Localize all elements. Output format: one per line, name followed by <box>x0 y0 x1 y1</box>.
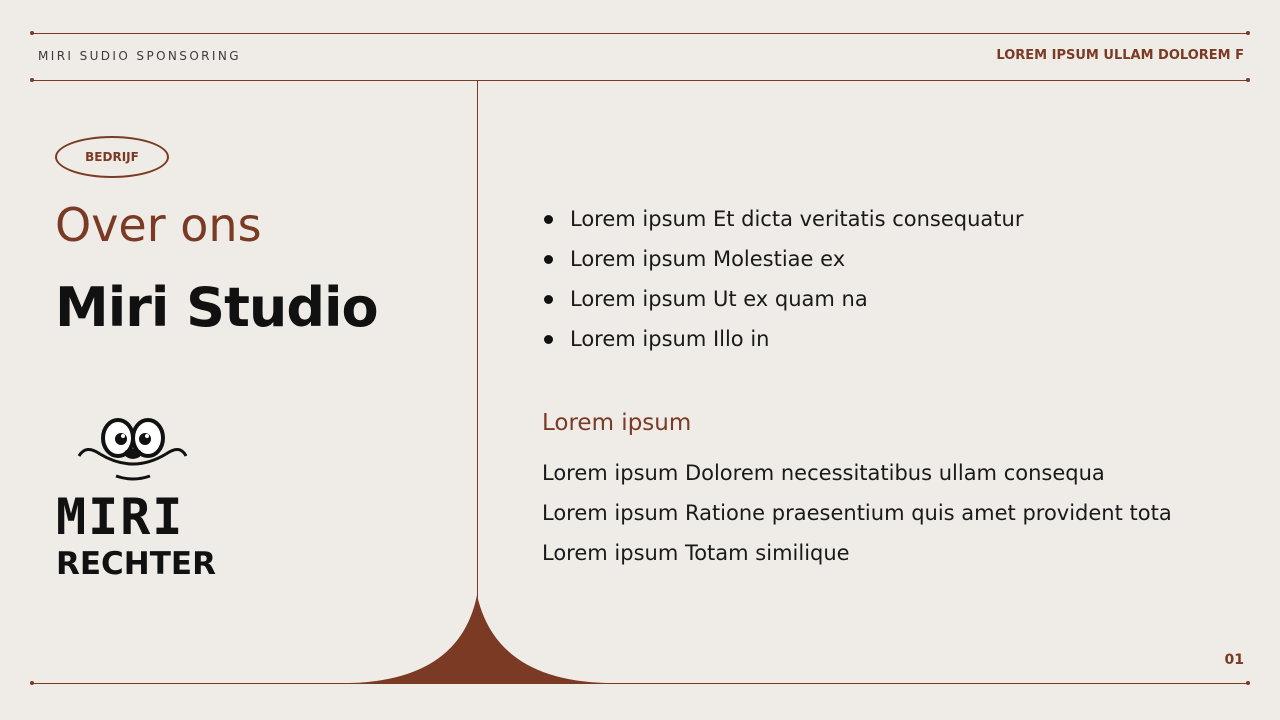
bullet-item: Lorem ipsum Molestiae ex <box>540 245 1023 285</box>
category-badge: BEDRIJF <box>55 136 169 178</box>
body-line: Lorem ipsum Ratione praesentium quis amet provident tota <box>542 501 1172 525</box>
bullet-list <box>540 205 1023 365</box>
bullet-item: Lorem ipsum Et dicta veritatis consequatur <box>540 205 1023 245</box>
page-number: 01 <box>1224 652 1244 668</box>
logo-subtitle: RECHTER <box>56 546 216 582</box>
body-line: Lorem ipsum Dolorem necessitatibus ullam consequa <box>542 461 1105 485</box>
center-divider-line <box>477 80 478 610</box>
page-title: Miri Studio <box>55 276 378 339</box>
bullet-item: Lorem ipsum Illo in <box>540 325 1023 365</box>
top-divider-line <box>32 33 1248 34</box>
section-heading: Lorem ipsum <box>542 410 692 436</box>
section-body <box>542 459 1172 579</box>
bottom-divider-line <box>32 683 1248 684</box>
cartoon-face-icon <box>76 418 188 484</box>
miri-rechter-logo <box>56 418 216 586</box>
header-divider-line <box>32 80 1248 81</box>
page-subtitle: Over ons <box>55 198 262 252</box>
body-line: Lorem ipsum Totam similique <box>542 541 850 565</box>
logo-wordmark: MIRI <box>56 488 185 546</box>
bullet-item: Lorem ipsum Ut ex quam na <box>540 285 1023 325</box>
brand-label: MIRI SUDIO SPONSORING <box>38 49 241 63</box>
divider-spike-shape <box>350 590 606 685</box>
header-tagline: LOREM IPSUM ULLAM DOLOREM F <box>996 48 1244 63</box>
